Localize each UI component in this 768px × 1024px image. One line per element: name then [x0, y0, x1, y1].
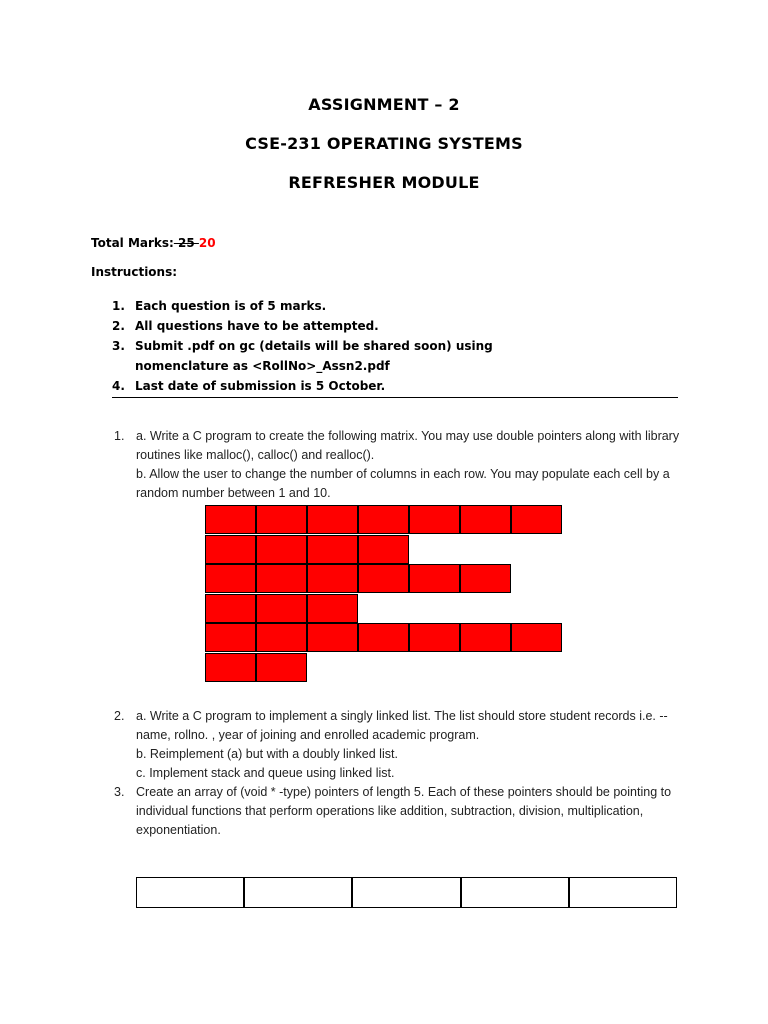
question-number: 3.: [114, 785, 125, 799]
question-1: [114, 427, 684, 503]
question-line: c. Implement stack and queue using linked list.: [136, 766, 395, 780]
pointer-array-cell: [137, 878, 245, 907]
question-2: [114, 707, 684, 783]
instruction-item: [112, 316, 672, 336]
course-title: CSE-231 OPERATING SYSTEMS: [245, 134, 523, 153]
instruction-number: 2.: [112, 319, 125, 333]
instructions-list: [112, 296, 672, 396]
matrix-cell: [256, 653, 307, 682]
instruction-item: [112, 296, 672, 316]
matrix-cell: [511, 623, 562, 652]
total-marks-new-value: 20: [198, 236, 216, 250]
matrix-cell: [205, 535, 256, 564]
instruction-item: [112, 376, 672, 396]
matrix-cell: [358, 564, 409, 593]
matrix-cell: [256, 594, 307, 623]
matrix-cell: [460, 505, 511, 534]
question-line: Create an array of (void * -type) pointers of length 5. Each of these pointers should be pointing to individual functions that perform operations like addition, subtraction, division, multiplication, exponentiation.: [136, 785, 672, 837]
matrix-cell: [358, 505, 409, 534]
matrix-cell: [205, 564, 256, 593]
matrix-cell: [460, 623, 511, 652]
instruction-text: Each question is of 5 marks.: [135, 299, 327, 313]
matrix-cell: [205, 653, 256, 682]
matrix-cell: [205, 505, 256, 534]
instruction-number: 3.: [112, 339, 125, 353]
matrix-cell: [205, 594, 256, 623]
question-3: [114, 783, 684, 840]
matrix-cell: [358, 535, 409, 564]
total-marks-old-value: 25: [173, 236, 199, 250]
instruction-text: Submit .pdf on gc (details will be shared soon) using nomenclature as <RollNo>_Assn2.pdf: [135, 339, 493, 373]
pointer-array-cell: [245, 878, 353, 907]
question-number: 1.: [114, 429, 125, 443]
matrix-cell: [460, 564, 511, 593]
question-line: b. Reimplement (a) but with a doubly linked list.: [136, 747, 398, 761]
question-line: a. Write a C program to create the following matrix. You may use double pointers along with library routines like malloc(), calloc() and realloc().: [136, 429, 680, 462]
matrix-cell: [307, 505, 358, 534]
matrix-cell: [409, 623, 460, 652]
matrix-cell: [511, 505, 562, 534]
matrix-cell: [307, 564, 358, 593]
instruction-number: 4.: [112, 379, 125, 393]
total-marks-label: Total Marks:: [91, 236, 174, 250]
matrix-cell: [256, 564, 307, 593]
total-marks: [91, 236, 216, 250]
horizontal-divider: [112, 397, 678, 398]
assignment-title: ASSIGNMENT – 2: [308, 95, 460, 114]
matrix-cell: [205, 623, 256, 652]
instruction-text: All questions have to be attempted.: [135, 319, 379, 333]
matrix-cell: [409, 505, 460, 534]
matrix-cell: [256, 535, 307, 564]
question-line: b. Allow the user to change the number of columns in each row. You may populate each cell by a random number between 1 and 10.: [136, 467, 670, 500]
question-line: a. Write a C program to implement a singly linked list. The list should store student records i.e. -- name, rollno. , year of joining and enrolled academic program.: [136, 709, 668, 742]
question-number: 2.: [114, 709, 125, 723]
matrix-cell: [307, 594, 358, 623]
instruction-text: Last date of submission is 5 October.: [135, 379, 386, 393]
matrix-cell: [307, 535, 358, 564]
matrix-cell: [409, 564, 460, 593]
instruction-number: 1.: [112, 299, 125, 313]
matrix-cell: [256, 623, 307, 652]
matrix-cell: [307, 623, 358, 652]
pointer-array-cell: [570, 878, 676, 907]
instruction-item: [112, 336, 575, 376]
matrix-cell: [358, 623, 409, 652]
pointer-array-cell: [462, 878, 570, 907]
instructions-heading: Instructions:: [91, 265, 178, 279]
pointer-array-cell: [353, 878, 461, 907]
matrix-cell: [256, 505, 307, 534]
module-title: REFRESHER MODULE: [288, 173, 480, 192]
pointer-array-table: [136, 877, 677, 908]
